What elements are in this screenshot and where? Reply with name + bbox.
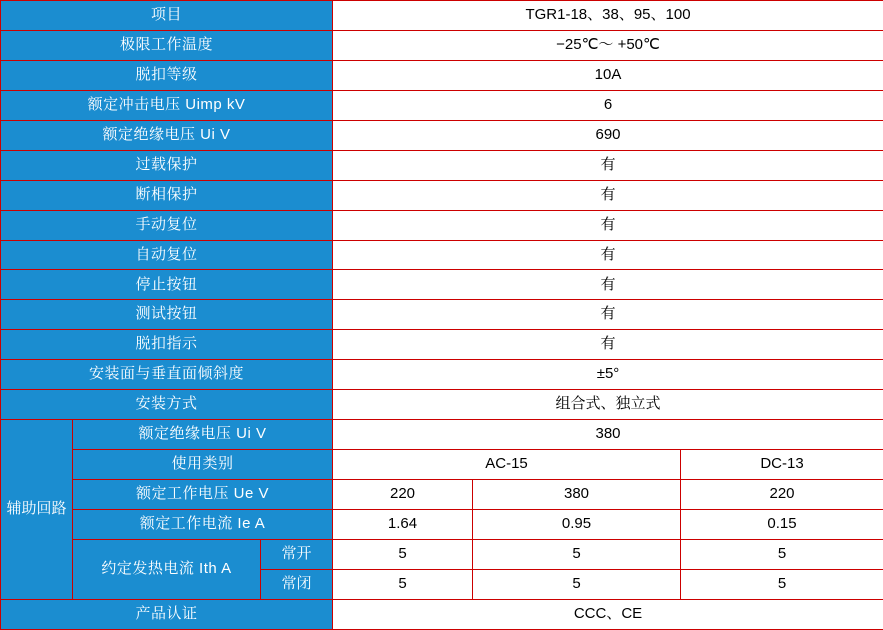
row-value-3: 6 — [333, 90, 883, 120]
aux-sublabel-open: 常开 — [261, 539, 333, 569]
aux-value-0-0: 380 — [333, 420, 883, 450]
row-label-1: 极限工作温度 — [1, 30, 333, 60]
table-row — [1, 30, 883, 60]
aux-label-1: 使用类别 — [73, 450, 333, 480]
row-value-2: 10A — [333, 60, 883, 90]
row-value-12: ±5° — [333, 360, 883, 390]
table-row-aux — [1, 420, 883, 450]
table-row-aux — [1, 480, 883, 510]
table-row-aux — [1, 450, 883, 480]
aux-label-3: 额定工作电流 Ie A — [73, 509, 333, 539]
table-row-aux — [1, 509, 883, 539]
aux-value-1-0: AC-15 — [333, 450, 681, 480]
row-label-9: 停止按钮 — [1, 270, 333, 300]
row-label-0: 项目 — [1, 1, 333, 31]
aux-value-3-1: 0.95 — [473, 509, 681, 539]
aux-value-1-1: DC-13 — [681, 450, 883, 480]
row-label-6: 断相保护 — [1, 180, 333, 210]
row-label-3: 额定冲击电压 Uimp kV — [1, 90, 333, 120]
row-value-1: −25℃～ +50℃ — [333, 30, 883, 60]
table-row — [1, 330, 883, 360]
row-label-7: 手动复位 — [1, 210, 333, 240]
table-row — [1, 150, 883, 180]
aux-side-label: 辅助回路 — [1, 420, 73, 600]
aux-value-open-0: 5 — [333, 539, 473, 569]
row-value-11: 有 — [333, 330, 883, 360]
aux-value-2-0: 220 — [333, 480, 473, 510]
table-row — [1, 210, 883, 240]
row-value-10: 有 — [333, 300, 883, 330]
aux-value-2-1: 380 — [473, 480, 681, 510]
table-row — [1, 240, 883, 270]
footer-label: 产品认证 — [1, 599, 333, 629]
row-value-13: 组合式、独立式 — [333, 390, 883, 420]
aux-value-closed-0: 5 — [333, 569, 473, 599]
row-label-4: 额定绝缘电压 Ui V — [1, 120, 333, 150]
table-row — [1, 390, 883, 420]
aux-label-2: 额定工作电压 Ue V — [73, 480, 333, 510]
row-value-5: 有 — [333, 150, 883, 180]
row-value-6: 有 — [333, 180, 883, 210]
table-row — [1, 1, 883, 31]
table-row — [1, 60, 883, 90]
aux-value-3-2: 0.15 — [681, 509, 883, 539]
row-value-9: 有 — [333, 270, 883, 300]
table-row — [1, 300, 883, 330]
row-label-10: 测试按钮 — [1, 300, 333, 330]
aux-label-4: 约定发热电流 Ith A — [73, 539, 261, 599]
footer-value: CCC、CE — [333, 599, 883, 629]
aux-value-2-2: 220 — [681, 480, 883, 510]
aux-sublabel-closed: 常闭 — [261, 569, 333, 599]
aux-value-3-0: 1.64 — [333, 509, 473, 539]
row-label-13: 安装方式 — [1, 390, 333, 420]
aux-value-closed-2: 5 — [681, 569, 883, 599]
table-row — [1, 120, 883, 150]
table-row — [1, 360, 883, 390]
aux-value-closed-1: 5 — [473, 569, 681, 599]
row-label-8: 自动复位 — [1, 240, 333, 270]
row-label-5: 过载保护 — [1, 150, 333, 180]
aux-label-0: 额定绝缘电压 Ui V — [73, 420, 333, 450]
row-value-4: 690 — [333, 120, 883, 150]
row-value-7: 有 — [333, 210, 883, 240]
table-row-footer — [1, 599, 883, 629]
row-label-11: 脱扣指示 — [1, 330, 333, 360]
table-row — [1, 90, 883, 120]
aux-value-open-1: 5 — [473, 539, 681, 569]
row-label-2: 脱扣等级 — [1, 60, 333, 90]
row-value-8: 有 — [333, 240, 883, 270]
aux-value-open-2: 5 — [681, 539, 883, 569]
table-row-aux — [1, 539, 883, 569]
table-row — [1, 270, 883, 300]
table-row — [1, 180, 883, 210]
row-value-0: TGR1-18、38、95、100 — [333, 1, 883, 31]
row-label-12: 安装面与垂直面倾斜度 — [1, 360, 333, 390]
